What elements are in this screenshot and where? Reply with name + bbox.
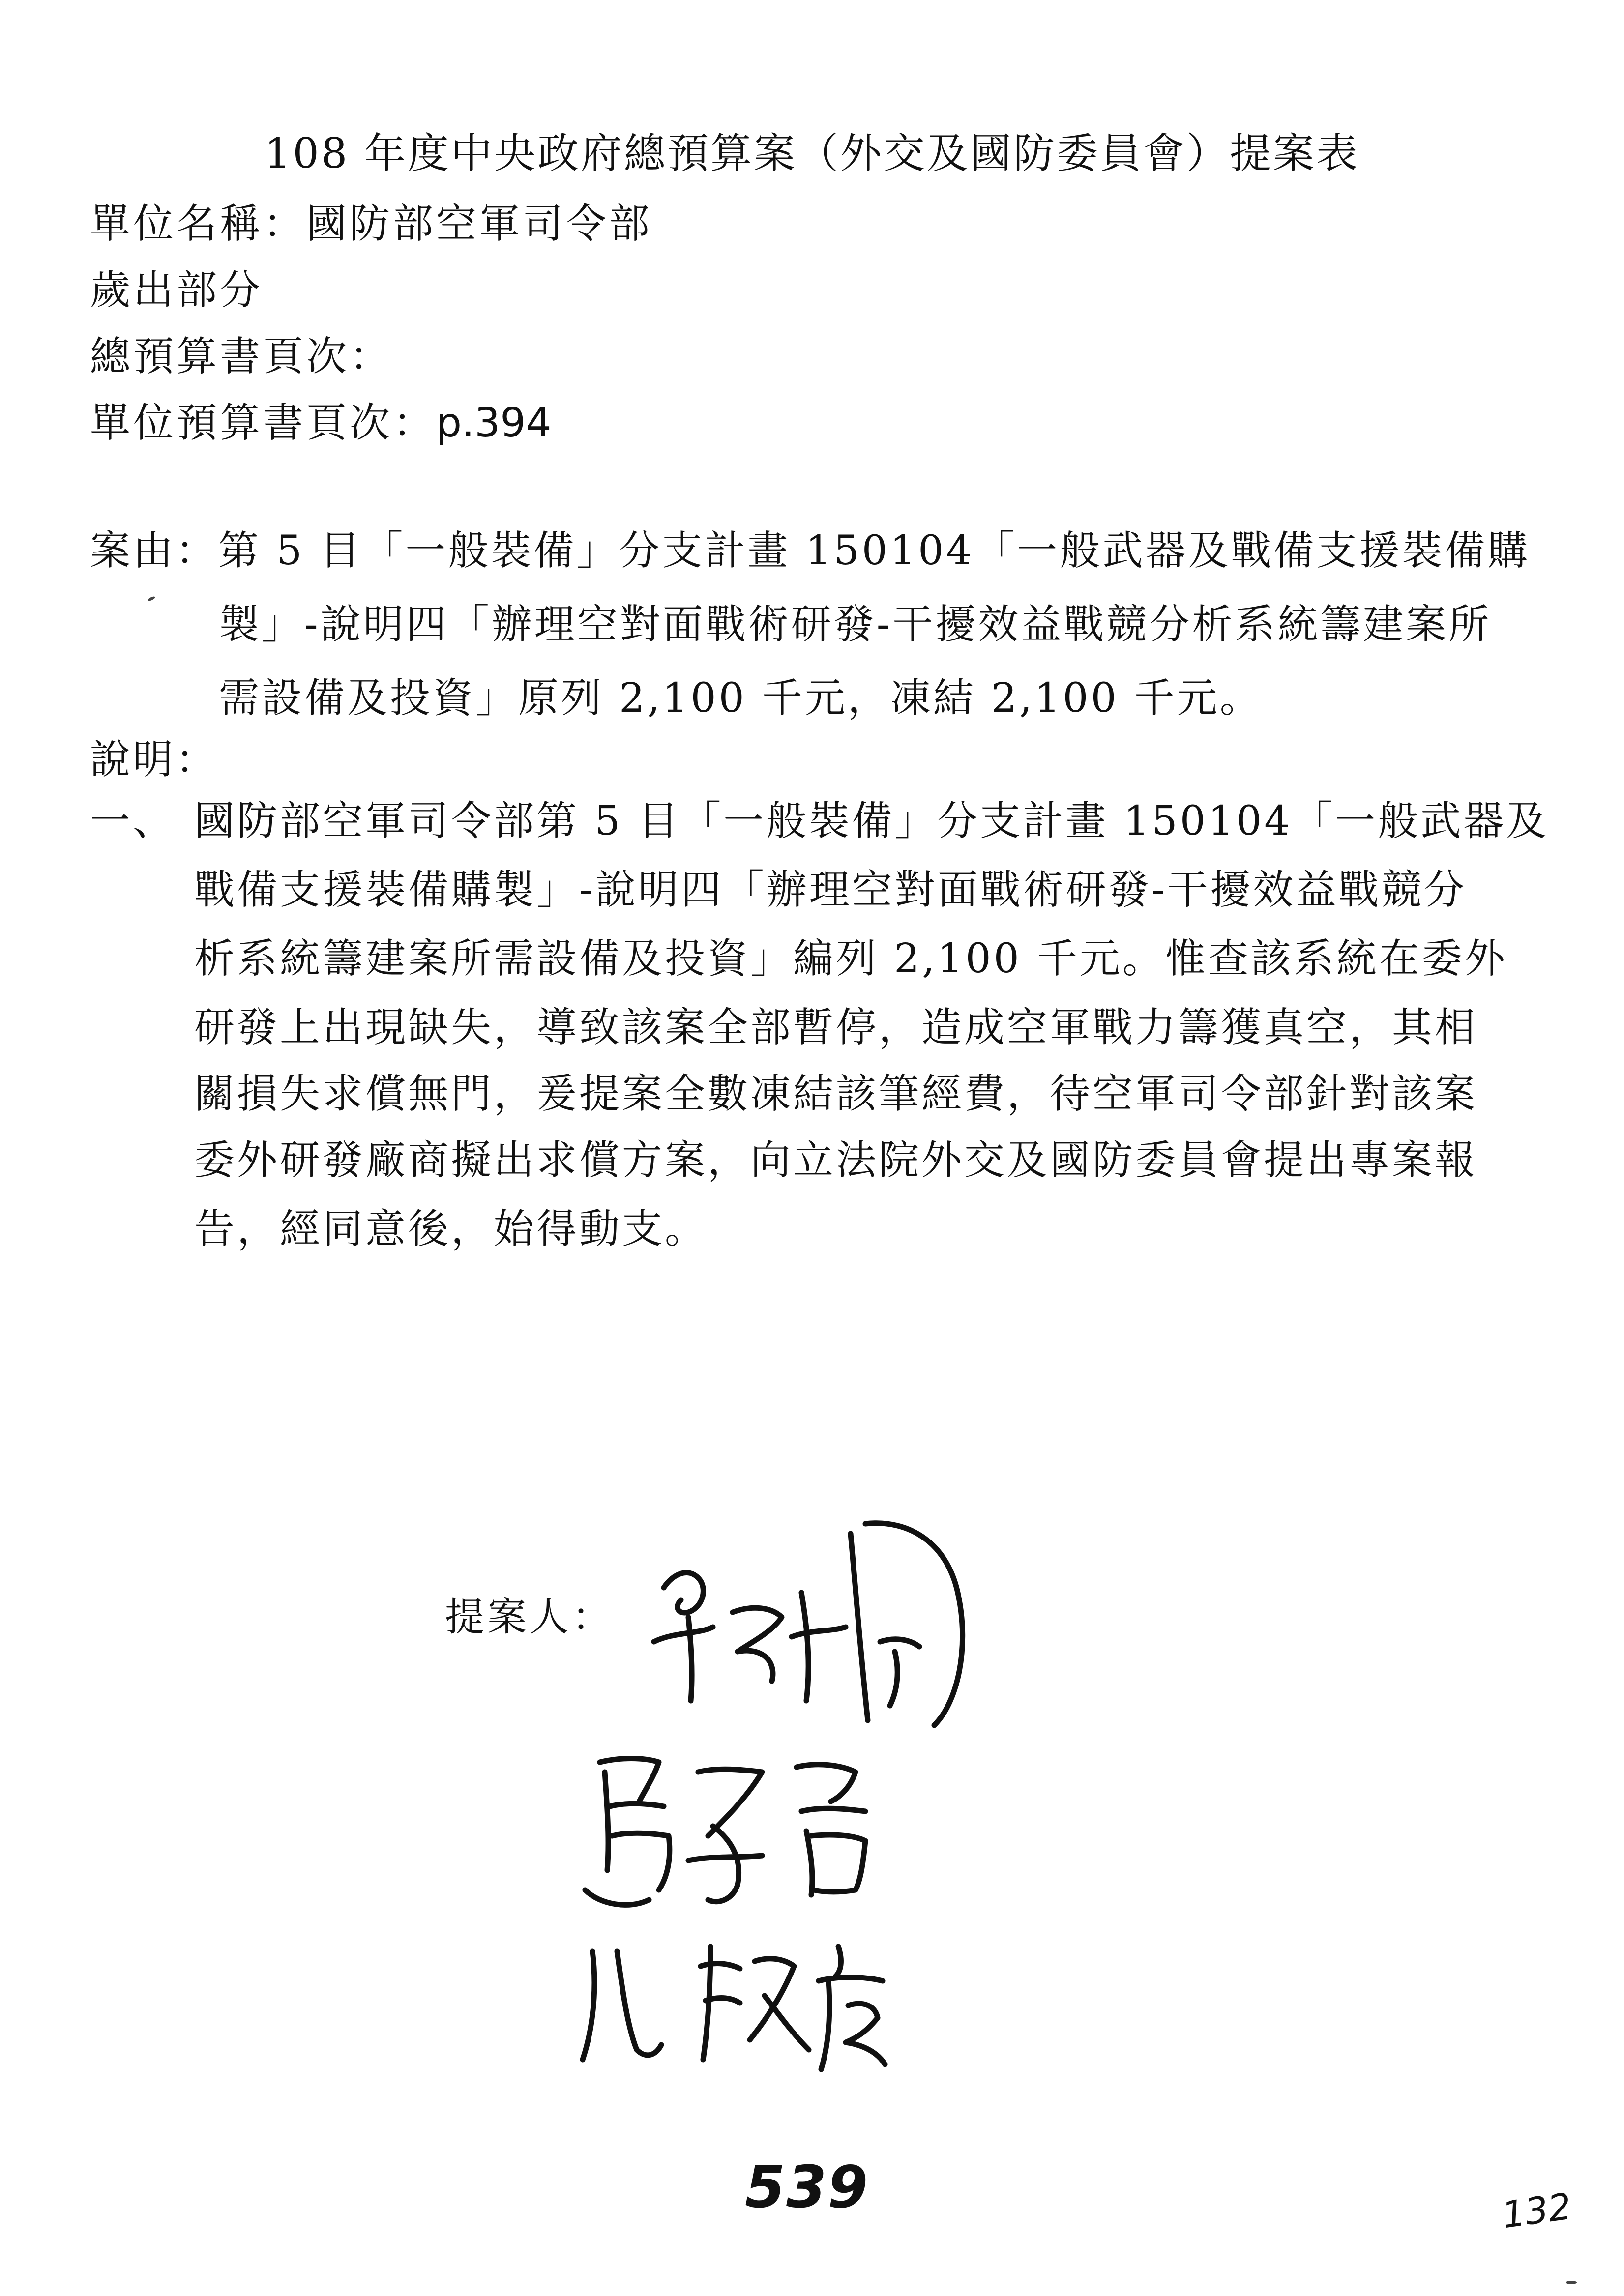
proposer-label: 提案人： bbox=[445, 1594, 614, 1640]
total-budget-page-label: 總預算書頁次： bbox=[90, 333, 393, 380]
explanation-line: 關損失求償無門，爰提案全數凍結該筆經費，待空軍司令部針對該案 bbox=[194, 1071, 1478, 1117]
explanation-line: 國防部空軍司令部第 5 目「一般裝備」分支計畫 150104「一般武器及 bbox=[194, 798, 1549, 844]
case-label: 案由： bbox=[90, 527, 219, 574]
explanation-line: 告，經同意後，始得動支。 bbox=[194, 1206, 708, 1252]
handwritten-signature bbox=[563, 1932, 907, 2081]
sheet-number: 132 bbox=[1499, 2185, 1574, 2237]
document-title: 108 年度中央政府總預算案（外交及國防委員會）提案表 bbox=[264, 129, 1360, 177]
unit-budget-page-line bbox=[90, 391, 552, 448]
explanation-line: 析系統籌建案所需設備及投資」編列 2,100 千元。惟查該系統在委外 bbox=[194, 935, 1507, 982]
scan-speck bbox=[1566, 2281, 1577, 2284]
handwritten-signature bbox=[644, 1514, 988, 1772]
explanation-line: 委外研發廠商擬出求償方案，向立法院外交及國防委員會提出專案報 bbox=[194, 1137, 1478, 1184]
handwritten-signature bbox=[565, 1743, 900, 1921]
unit-name-line: 單位名稱：國防部空軍司令部 bbox=[90, 201, 653, 247]
unit-budget-page-value: p.394 bbox=[436, 400, 552, 446]
explanation-item-marker: 一、 bbox=[90, 798, 176, 844]
explanation-line: 研發上出現缺失，導致該案全部暫停，造成空軍戰力籌獲真空，其相 bbox=[194, 1004, 1478, 1051]
section-line: 歲出部分 bbox=[90, 267, 264, 314]
case-line: 製」-說明四「辦理空對面戰術研發-干擾效益戰競分析系統籌建案所 bbox=[219, 601, 1492, 648]
unit-budget-page-label: 單位預算書頁次： bbox=[90, 400, 437, 446]
case-first-line bbox=[90, 519, 1530, 576]
explanation-line: 戰備支援裝備購製」-說明四「辦理空對面戰術研發-干擾效益戰競分 bbox=[194, 867, 1467, 913]
case-line: 第 5 目「一般裝備」分支計畫 150104「一般武器及戰備支援裝備購 bbox=[218, 527, 1531, 574]
explanation-label: 說明： bbox=[90, 736, 219, 783]
case-line: 需設備及投資」原列 2,100 千元，凍結 2,100 千元。 bbox=[219, 675, 1263, 722]
scan-speck bbox=[147, 596, 155, 602]
page-number: 539 bbox=[745, 2153, 869, 2221]
